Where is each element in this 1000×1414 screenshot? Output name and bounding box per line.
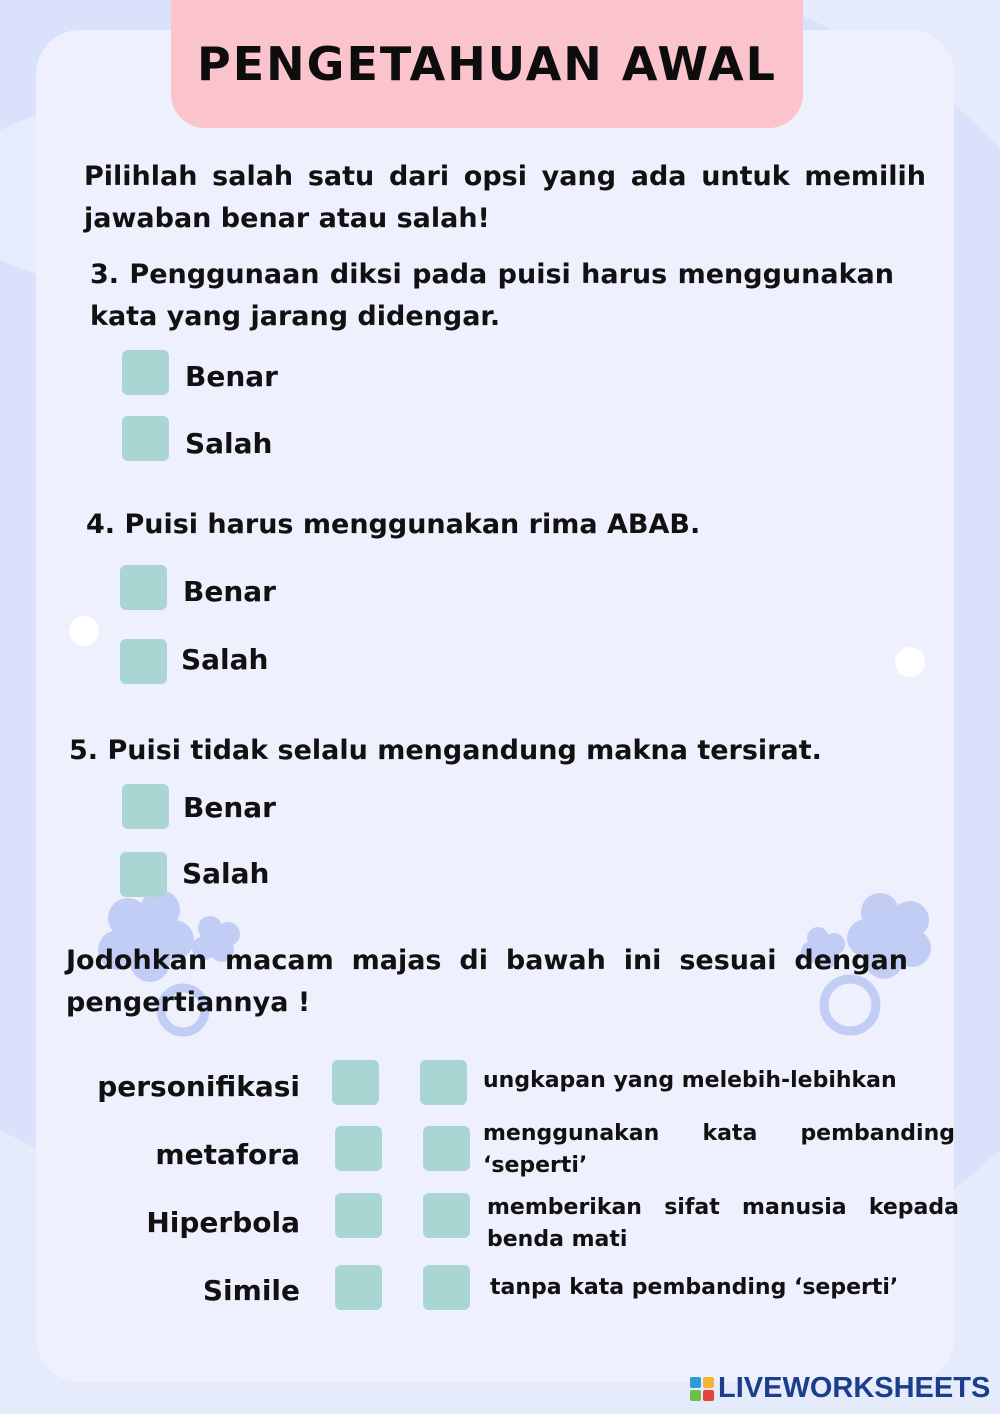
definition-4-match-box[interactable] bbox=[423, 1265, 470, 1310]
question-4-salah-checkbox[interactable] bbox=[120, 639, 167, 684]
question-3-benar-label: Benar bbox=[185, 360, 278, 393]
question-4-salah-label: Salah bbox=[181, 643, 269, 676]
question-3-salah-checkbox[interactable] bbox=[122, 416, 169, 461]
term-metafora: metafora bbox=[155, 1138, 300, 1171]
term-personifikasi: personifikasi bbox=[97, 1070, 300, 1103]
definition-3-match-box[interactable] bbox=[423, 1193, 470, 1238]
question-5-text: 5. Puisi tidak selalu mengandung makna tersirat. bbox=[69, 735, 822, 766]
definition-2-text: menggunakan kata pembanding ‘seperti’ bbox=[483, 1121, 955, 1178]
term-simile-match-box[interactable] bbox=[335, 1265, 382, 1310]
question-4-benar-checkbox[interactable] bbox=[120, 565, 167, 610]
term-hiperbola: Hiperbola bbox=[146, 1206, 300, 1239]
term-metafora-match-box[interactable] bbox=[335, 1126, 382, 1171]
question-5-benar-checkbox[interactable] bbox=[122, 784, 169, 829]
question-5-salah-label: Salah bbox=[182, 857, 270, 890]
question-3-salah-label: Salah bbox=[185, 427, 273, 460]
title-banner bbox=[171, 0, 803, 128]
definition-1-text: ungkapan yang melebih-lebihkan bbox=[483, 1068, 897, 1093]
page-title: PENGETAHUAN AWAL bbox=[197, 37, 777, 91]
term-hiperbola-match-box[interactable] bbox=[335, 1193, 382, 1238]
liveworksheets-brand[interactable] bbox=[690, 1372, 990, 1405]
brand-name: LIVEWORKSHEETS bbox=[718, 1372, 991, 1404]
question-5-benar-label: Benar bbox=[183, 791, 276, 824]
term-personifikasi-match-box[interactable] bbox=[332, 1060, 379, 1105]
question-3-text: 3. Penggunaan diksi pada puisi harus menggunakan kata yang jarang didengar. bbox=[90, 259, 894, 332]
definition-1-match-box[interactable] bbox=[420, 1060, 467, 1105]
definition-2-match-box[interactable] bbox=[423, 1126, 470, 1171]
question-3-benar-checkbox[interactable] bbox=[122, 350, 169, 395]
definition-3-text: memberikan sifat manusia kepada benda mati bbox=[487, 1195, 959, 1252]
question-4-benar-label: Benar bbox=[183, 575, 276, 608]
instruction-text: Pilihlah salah satu dari opsi yang ada untuk memilih jawaban benar atau salah! bbox=[84, 161, 926, 234]
definition-4-text: tanpa kata pembanding ‘seperti’ bbox=[490, 1275, 899, 1300]
term-simile: Simile bbox=[202, 1274, 300, 1307]
question-5-salah-checkbox[interactable] bbox=[120, 852, 167, 897]
matching-instruction: Jodohkan macam majas di bawah ini sesuai dengan pengertiannya ! bbox=[66, 945, 908, 1018]
question-4-text: 4. Puisi harus menggunakan rima ABAB. bbox=[86, 509, 701, 540]
liveworksheets-logo-icon bbox=[690, 1377, 714, 1401]
